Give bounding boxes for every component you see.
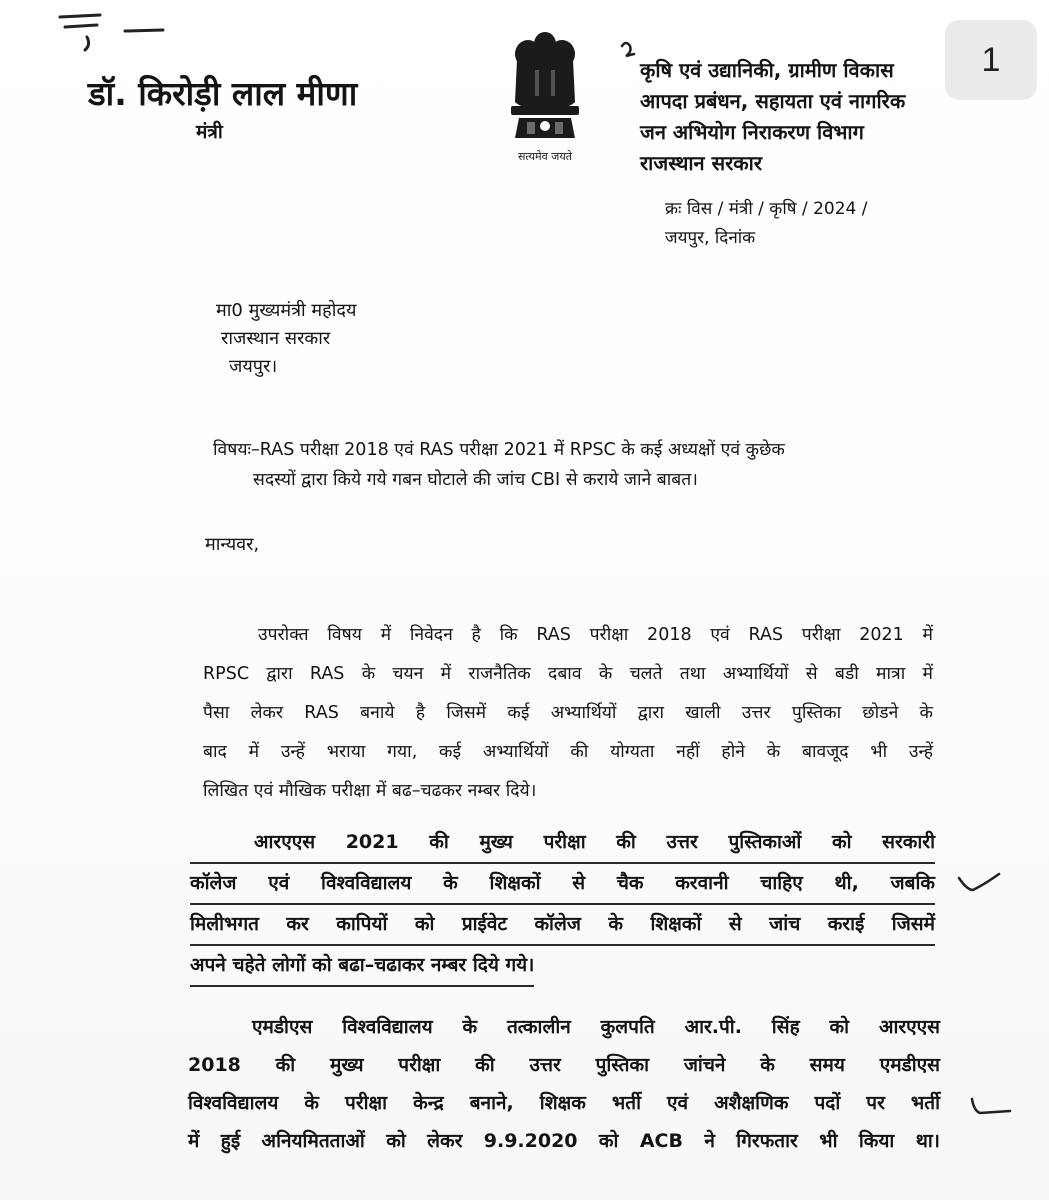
recipient-line: मा0 मुख्यमंत्री महोदय: [216, 300, 357, 321]
salutation: मान्यवर,: [205, 534, 260, 555]
paragraph-line: उपरोक्त विषय में निवेदन है कि RAS परीक्षा 2018 एवं RAS परीक्षा 2021 में: [258, 625, 933, 645]
paragraph-line: RPSC द्वारा RAS के चयन में राजनैतिक दबाव के चलते तथा अभ्यार्थियों से बडी मात्रा में: [203, 664, 933, 684]
page-number-badge: 1: [945, 20, 1037, 100]
paragraph-line: विश्वविद्यालय के परीक्षा केन्द्र बनाने, शिक्षक भर्ती एवं अशैक्षणिक पदों पर भर्ती: [188, 1092, 940, 1114]
paragraph-1: [203, 616, 933, 811]
subject-text: विषयः–RAS परीक्षा 2018 एवं RAS परीक्षा 2021 में RPSC के कई अध्यक्षों एवं कुछेक: [213, 440, 785, 460]
subject-line: [213, 435, 785, 495]
paragraph-line: 2018 की मुख्य परीक्षा की उत्तर पुस्तिका जांचने के समय एमडीएस: [188, 1054, 940, 1076]
paragraph-line: आरएएस 2021 की मुख्य परीक्षा की उत्तर पुस्तिकाओं को सरकारी: [190, 823, 935, 864]
paragraph-line: लिखित एवं मौखिक परीक्षा में बढ–चढकर नम्बर दिये।: [203, 781, 537, 801]
department-line: कृषि एवं उद्यानिकी, ग्रामीण विकास: [640, 58, 894, 82]
department-line: आपदा प्रबंधन, सहायता एवं नागरिक: [640, 89, 906, 113]
handwritten-checkmark-icon: [968, 1093, 1018, 1123]
paragraph-line: में हुई अनियमितताओं को लेकर 9.9.2020 को ACB ने गिरफतार भी किया था।: [188, 1130, 940, 1152]
paragraph-line: एमडीएस विश्वविद्यालय के तत्कालीन कुलपति आर.पी. सिंह को आरएएस: [252, 1016, 940, 1038]
ref-number: क्रः विस / मंत्री / कृषि / 2024 /: [665, 199, 868, 219]
reference-block: [665, 195, 867, 253]
paragraph-line: अपने चहेते लोगों को बढा–चढाकर नम्बर दिये गये।: [190, 946, 534, 987]
paragraph-line: पैसा लेकर RAS बनाये है जिसमें कई अभ्यार्थियों द्वारा खाली उत्तर पुस्तिका छोडने के: [203, 703, 933, 723]
paragraph-2-underlined: [190, 823, 935, 987]
recipient-line: जयपुर।: [229, 356, 278, 377]
paragraph-line: बाद में उन्हें भराया गया, कई अभ्यार्थियों की योग्यता नहीं होने के बावजूद भी उन्हें: [203, 742, 933, 762]
department-block: [640, 55, 905, 179]
subject-text: सदस्यों द्वारा किये गये गबन घोटाले की जांच CBI से कराये जाने बाबत।: [253, 470, 698, 490]
department-line: जन अभियोग निराकरण विभाग: [640, 120, 864, 144]
recipient-line: राजस्थान सरकार: [221, 328, 331, 349]
paragraph-3: [188, 1008, 940, 1160]
paragraph-line: कॉलेज एवं विश्वविद्यालय के शिक्षकों से चैक करवानी चाहिए थी, जबकि: [190, 864, 935, 905]
paragraph-line: मिलीभगत कर कापियों को प्राईवेट कॉलेज के शिक्षकों से जांच कराई जिसमें: [190, 905, 935, 946]
minister-name: डॉ. किरोड़ी लाल मीणा: [88, 74, 358, 113]
handwritten-checkmark-icon: [955, 868, 1005, 898]
recipient-address: [216, 297, 356, 381]
national-emblem-icon: [495, 30, 595, 172]
minister-title: मंत्री: [196, 121, 223, 143]
government-line: राजस्थान सरकार: [640, 151, 763, 175]
place-date: जयपुर, दिनांक: [665, 228, 756, 248]
emblem-motto: सत्यमेव जयते: [517, 150, 573, 163]
handwritten-mark: [55, 5, 175, 55]
